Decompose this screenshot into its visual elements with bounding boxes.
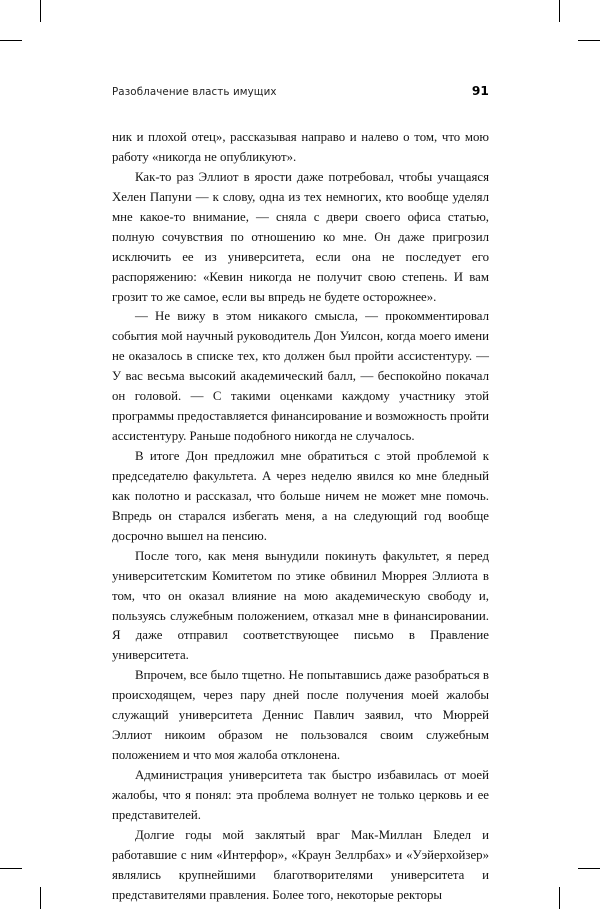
crop-mark-bottom-right-vertical	[559, 887, 560, 909]
page-number: 91	[471, 84, 489, 98]
paragraph: — Не вижу в этом никакого смысла, — прокомментировал события мой научный руководитель Дон Уилсон, когда моего имени не оказалось в списке тех, кто должен был пройти ассистентуру. — У вас весьма высокий академический балл, — беспокойно покачал он головой. — С такими оценками каждому участнику этой программы предоставляется финансирование и возможность пройти ассистентуру. Раньше подобного никогда не случалось.	[112, 309, 489, 444]
crop-mark-bottom-left-horizontal	[0, 868, 22, 869]
crop-mark-top-left-vertical	[40, 0, 41, 22]
paragraph: После того, как меня вынудили покинуть факультет, я перед университетским Комитетом по этике обвинил Мюррея Эллиота в том, что он оказал влияние на мою академическую свободу и, пользуясь служебным положением, отказал мне в финансировании. Я даже отправил соответствующее письмо в Правление университета.	[112, 548, 489, 663]
crop-mark-top-right-horizontal	[578, 40, 600, 41]
paragraph: Администрация университета так быстро избавилась от моей жалобы, что я понял: эта проблема волнует не только церковь и ее представителей.	[112, 768, 489, 822]
paragraph: В итоге Дон предложил мне обратиться с этой проблемой к председателю факультета. А через неделю явился ко мне бледный как полотно и рассказал, что больше ничем не может мне помочь. Впредь он старался избегать меня, а на следующий год вообще досрочно вышел на пенсию.	[112, 449, 489, 543]
crop-mark-bottom-left-vertical	[40, 887, 41, 909]
paragraph: Долгие годы мой заклятый враг Мак-Миллан Бледел и работавшие с ним «Интерфор», «Краун Зеллрбах» и «Уэйерхойзер» являлись крупнейшими благотворителями университета и представителями правления. Более того, некоторые ректоры	[112, 827, 489, 902]
crop-mark-top-right-vertical	[559, 0, 560, 22]
paragraph: Впрочем, все было тщетно. Не попытавшись даже разобраться в происходящем, через пару дней после получения моей жалобы служащий университета Деннис Павлич заявил, что Мюррей Эллиот никоим образом не пользовался своим служебным положением и что моя жалоба отклонена.	[112, 668, 489, 763]
paragraph: ник и плохой отец», рассказывая направо и налево о том, что мою работу «никогда не опубликуют».	[112, 130, 489, 164]
crop-mark-bottom-right-horizontal	[578, 868, 600, 869]
paragraph: Как-то раз Эллиот в ярости даже потребовал, чтобы учащаяся Хелен Папуни — к слову, одна из тех немногих, кто вообще уделял мне какое-то внимание, — сняла с двери своего офиса статью, полную сочувствия по отношению ко мне. Он даже пригрозил исключить ее из университета, если она не последует его распоряжению: «Кевин никогда не получит свою степень. И вам грозит то же самое, если вы впредь не будете осторожнее».	[112, 169, 489, 304]
running-head-title: Разоблачение власть имущих	[112, 86, 277, 98]
crop-mark-top-left-horizontal	[0, 40, 22, 41]
body-copy	[112, 128, 489, 906]
text-block	[112, 84, 489, 906]
running-head	[112, 84, 489, 98]
